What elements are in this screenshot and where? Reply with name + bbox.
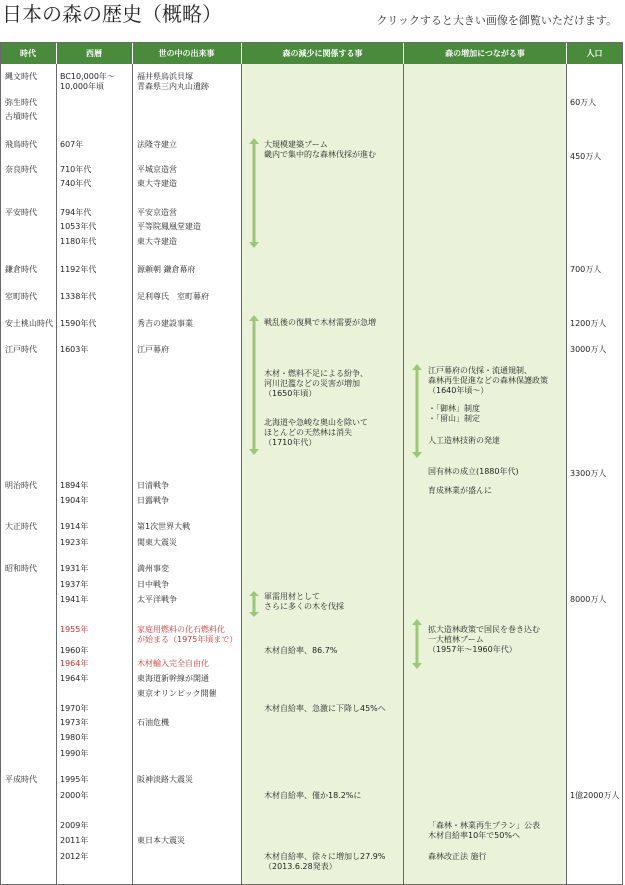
era-cell: 古墳時代 <box>5 112 37 121</box>
population-cell: 3300万人 <box>570 469 607 478</box>
increase-cell: 「森林・林業再生プラン」公表 木材自給率10年で50%へ <box>428 821 540 840</box>
year-cell: 2009年 <box>60 821 89 830</box>
era-cell: 飛鳥時代 <box>5 140 37 149</box>
event-cell: 福井県鳥浜貝塚 青森県三内丸山遺跡 <box>137 72 209 91</box>
era-cell: 鎌倉時代 <box>5 265 37 274</box>
year-cell: 1914年 <box>60 522 89 531</box>
year-cell: 2011年 <box>60 836 89 845</box>
year-cell: 1053年代 <box>60 222 97 231</box>
decrease-cell: 木材自給率、僅か18.2%に <box>264 791 362 800</box>
year-cell: 1931年 <box>60 564 89 573</box>
increase-cell: 拡大造林政策で国民を巻き込む 一大植林ブーム （1957年～1960年代） <box>428 625 540 654</box>
header-decrease: 森の減少に関係する事 <box>241 42 404 64</box>
event-cell: 満州事変 <box>137 564 169 573</box>
header-divider <box>132 42 133 64</box>
header-divider <box>566 42 567 64</box>
year-cell: 1941年 <box>60 595 89 604</box>
year-cell: 710年代 <box>60 165 92 174</box>
increase-cell: 人工造林技術の発達 <box>428 436 500 445</box>
increase-cell: 育成林業が盛んに <box>428 486 492 495</box>
increase-cell: 国有林の成立(1880年代) <box>428 467 519 476</box>
event-cell: 関東大震災 <box>137 538 177 547</box>
year-cell: 1904年 <box>60 496 89 505</box>
year-cell: 794年代 <box>60 208 92 217</box>
era-cell: 安土桃山時代 <box>5 319 53 328</box>
year-cell: 1894年 <box>60 481 89 490</box>
event-cell: 日清戦争 <box>137 481 169 490</box>
event-cell: 源頼朝 鎌倉幕府 <box>137 265 196 274</box>
year-cell: 1338年代 <box>60 292 97 301</box>
year-cell: 1964年 <box>60 674 89 683</box>
decrease-cell: 木材・燃料不足による紛争、 河川氾濫などの災害が増加 （1650年頃） <box>264 369 368 398</box>
event-cell: 平等院鳳凰堂建造 <box>137 222 201 231</box>
event-cell: 東大寺建造 <box>137 237 177 246</box>
event-cell: 日露戦争 <box>137 496 169 505</box>
year-cell: 1603年 <box>60 345 89 354</box>
decrease-cell: 木材自給率、徐々に増加し27.9% （2013.6.28発表） <box>264 852 386 871</box>
event-cell: 東京オリンピック開催 <box>137 689 217 698</box>
era-cell: 縄文時代 <box>5 72 37 81</box>
header-divider <box>403 42 404 64</box>
period-arrow-up-down <box>412 619 422 669</box>
event-cell: 阪神淡路大震災 <box>137 775 193 784</box>
population-cell: 1億2000万人 <box>570 791 620 800</box>
year-cell: 1973年 <box>60 718 89 727</box>
event-cell: 秀吉の建設事業 <box>137 319 193 328</box>
year-cell: 2012年 <box>60 852 89 861</box>
header-divider <box>56 42 57 64</box>
population-cell: 1200万人 <box>570 319 607 328</box>
event-cell: 足利尊氏 室町幕府 <box>137 292 209 301</box>
column-divider <box>56 42 57 885</box>
event-cell: 法隆寺建立 <box>137 140 177 149</box>
year-cell: 1180年代 <box>60 237 97 246</box>
event-cell-highlight: 家庭用燃料の化石燃料化 が始まる（1975年頃まで） <box>137 625 238 644</box>
era-cell: 平成時代 <box>5 775 37 784</box>
increase-cell: 森林改正法 施行 <box>428 852 487 861</box>
page-title: 日本の森の歴史（概略） <box>2 2 222 26</box>
decrease-cell: 北海道や急峻な奥山を除いて ほとんどの天然林は消失 （1710年代） <box>264 418 368 447</box>
increase-cell: 江戸幕府の伐採・流通規制、 森林再生促進などの森林保護政策 （1640年頃～） <box>428 366 548 395</box>
increase-cell: ・「御林」制度 ・「留山」制定 <box>428 404 480 423</box>
event-cell: 日中戦争 <box>137 580 169 589</box>
header-population: 人口 <box>566 42 623 64</box>
click-caption[interactable]: クリックすると大きい画像を御覧いただけます。 <box>376 14 617 27</box>
event-cell: 東日本大震災 <box>137 836 185 845</box>
column-divider <box>132 42 133 885</box>
event-cell: 東大寺建造 <box>137 179 177 188</box>
header-divider <box>241 42 242 64</box>
era-cell: 江戸時代 <box>5 345 37 354</box>
year-cell: 1970年 <box>60 704 89 713</box>
year-cell: 1980年 <box>60 733 89 742</box>
decrease-cell: 軍需用材として さらに多くの木を伐採 <box>264 592 344 611</box>
year-cell: 1960年 <box>60 646 89 655</box>
header-increase: 森の増加につながる事 <box>404 42 566 64</box>
year-cell: BC10,000年～ 10,000年頃 <box>60 72 115 91</box>
era-cell: 昭和時代 <box>5 564 37 573</box>
event-cell: 石油危機 <box>137 718 169 727</box>
year-cell: 1990年 <box>60 749 89 758</box>
era-cell: 平安時代 <box>5 208 37 217</box>
population-cell: 700万人 <box>570 265 602 274</box>
era-cell: 弥生時代 <box>5 98 37 107</box>
decrease-cell: 木材自給率、急激に下降し45%へ <box>264 704 386 713</box>
event-cell: 太平洋戦争 <box>137 595 177 604</box>
column-divider <box>403 42 404 885</box>
year-cell: 1590年代 <box>60 319 97 328</box>
era-cell: 大正時代 <box>5 522 37 531</box>
header-year: 西暦 <box>56 42 132 64</box>
period-arrow-up-down <box>249 315 259 455</box>
year-cell: 740年代 <box>60 179 92 188</box>
year-cell: 1192年代 <box>60 265 97 274</box>
population-cell: 450万人 <box>570 152 602 161</box>
year-cell: 1937年 <box>60 580 89 589</box>
year-cell: 2000年 <box>60 791 89 800</box>
year-cell-highlight: 1955年 <box>60 625 89 634</box>
era-cell: 室町時代 <box>5 292 37 301</box>
year-cell: 607年 <box>60 140 84 149</box>
population-cell: 60万人 <box>570 98 597 107</box>
event-cell: 平城京造営 <box>137 165 177 174</box>
event-cell: 東海道新幹線が開通 <box>137 674 209 683</box>
column-divider <box>241 42 242 885</box>
event-cell: 平安京造営 <box>137 208 177 217</box>
header-events: 世の中の出来事 <box>132 42 241 64</box>
decrease-cell: 大規模建築ブーム 畿内で集中的な森林伐採が進む <box>264 140 376 159</box>
period-arrow-up-down <box>412 364 422 458</box>
period-arrow-up-down <box>249 591 259 617</box>
history-table[interactable] <box>0 42 623 885</box>
population-cell: 3000万人 <box>570 345 607 354</box>
column-divider <box>566 42 567 885</box>
population-cell: 8000万人 <box>570 595 607 604</box>
event-cell: 第1次世界大戦 <box>137 522 191 531</box>
year-cell: 1923年 <box>60 538 89 547</box>
year-cell-highlight: 1964年 <box>60 659 89 668</box>
header-era: 時代 <box>0 42 56 64</box>
year-cell: 1995年 <box>60 775 89 784</box>
event-cell-highlight: 木材輸入完全自由化 <box>137 659 209 668</box>
decrease-cell: 木材自給率、86.7% <box>264 646 338 655</box>
era-cell: 奈良時代 <box>5 165 37 174</box>
decrease-cell: 戦乱後の復興で木材需要が急増 <box>264 318 376 327</box>
decrease-column-bg <box>241 64 403 885</box>
event-cell: 江戸幕府 <box>137 345 169 354</box>
era-cell: 明治時代 <box>5 481 37 490</box>
period-arrow-up-down <box>249 138 259 248</box>
